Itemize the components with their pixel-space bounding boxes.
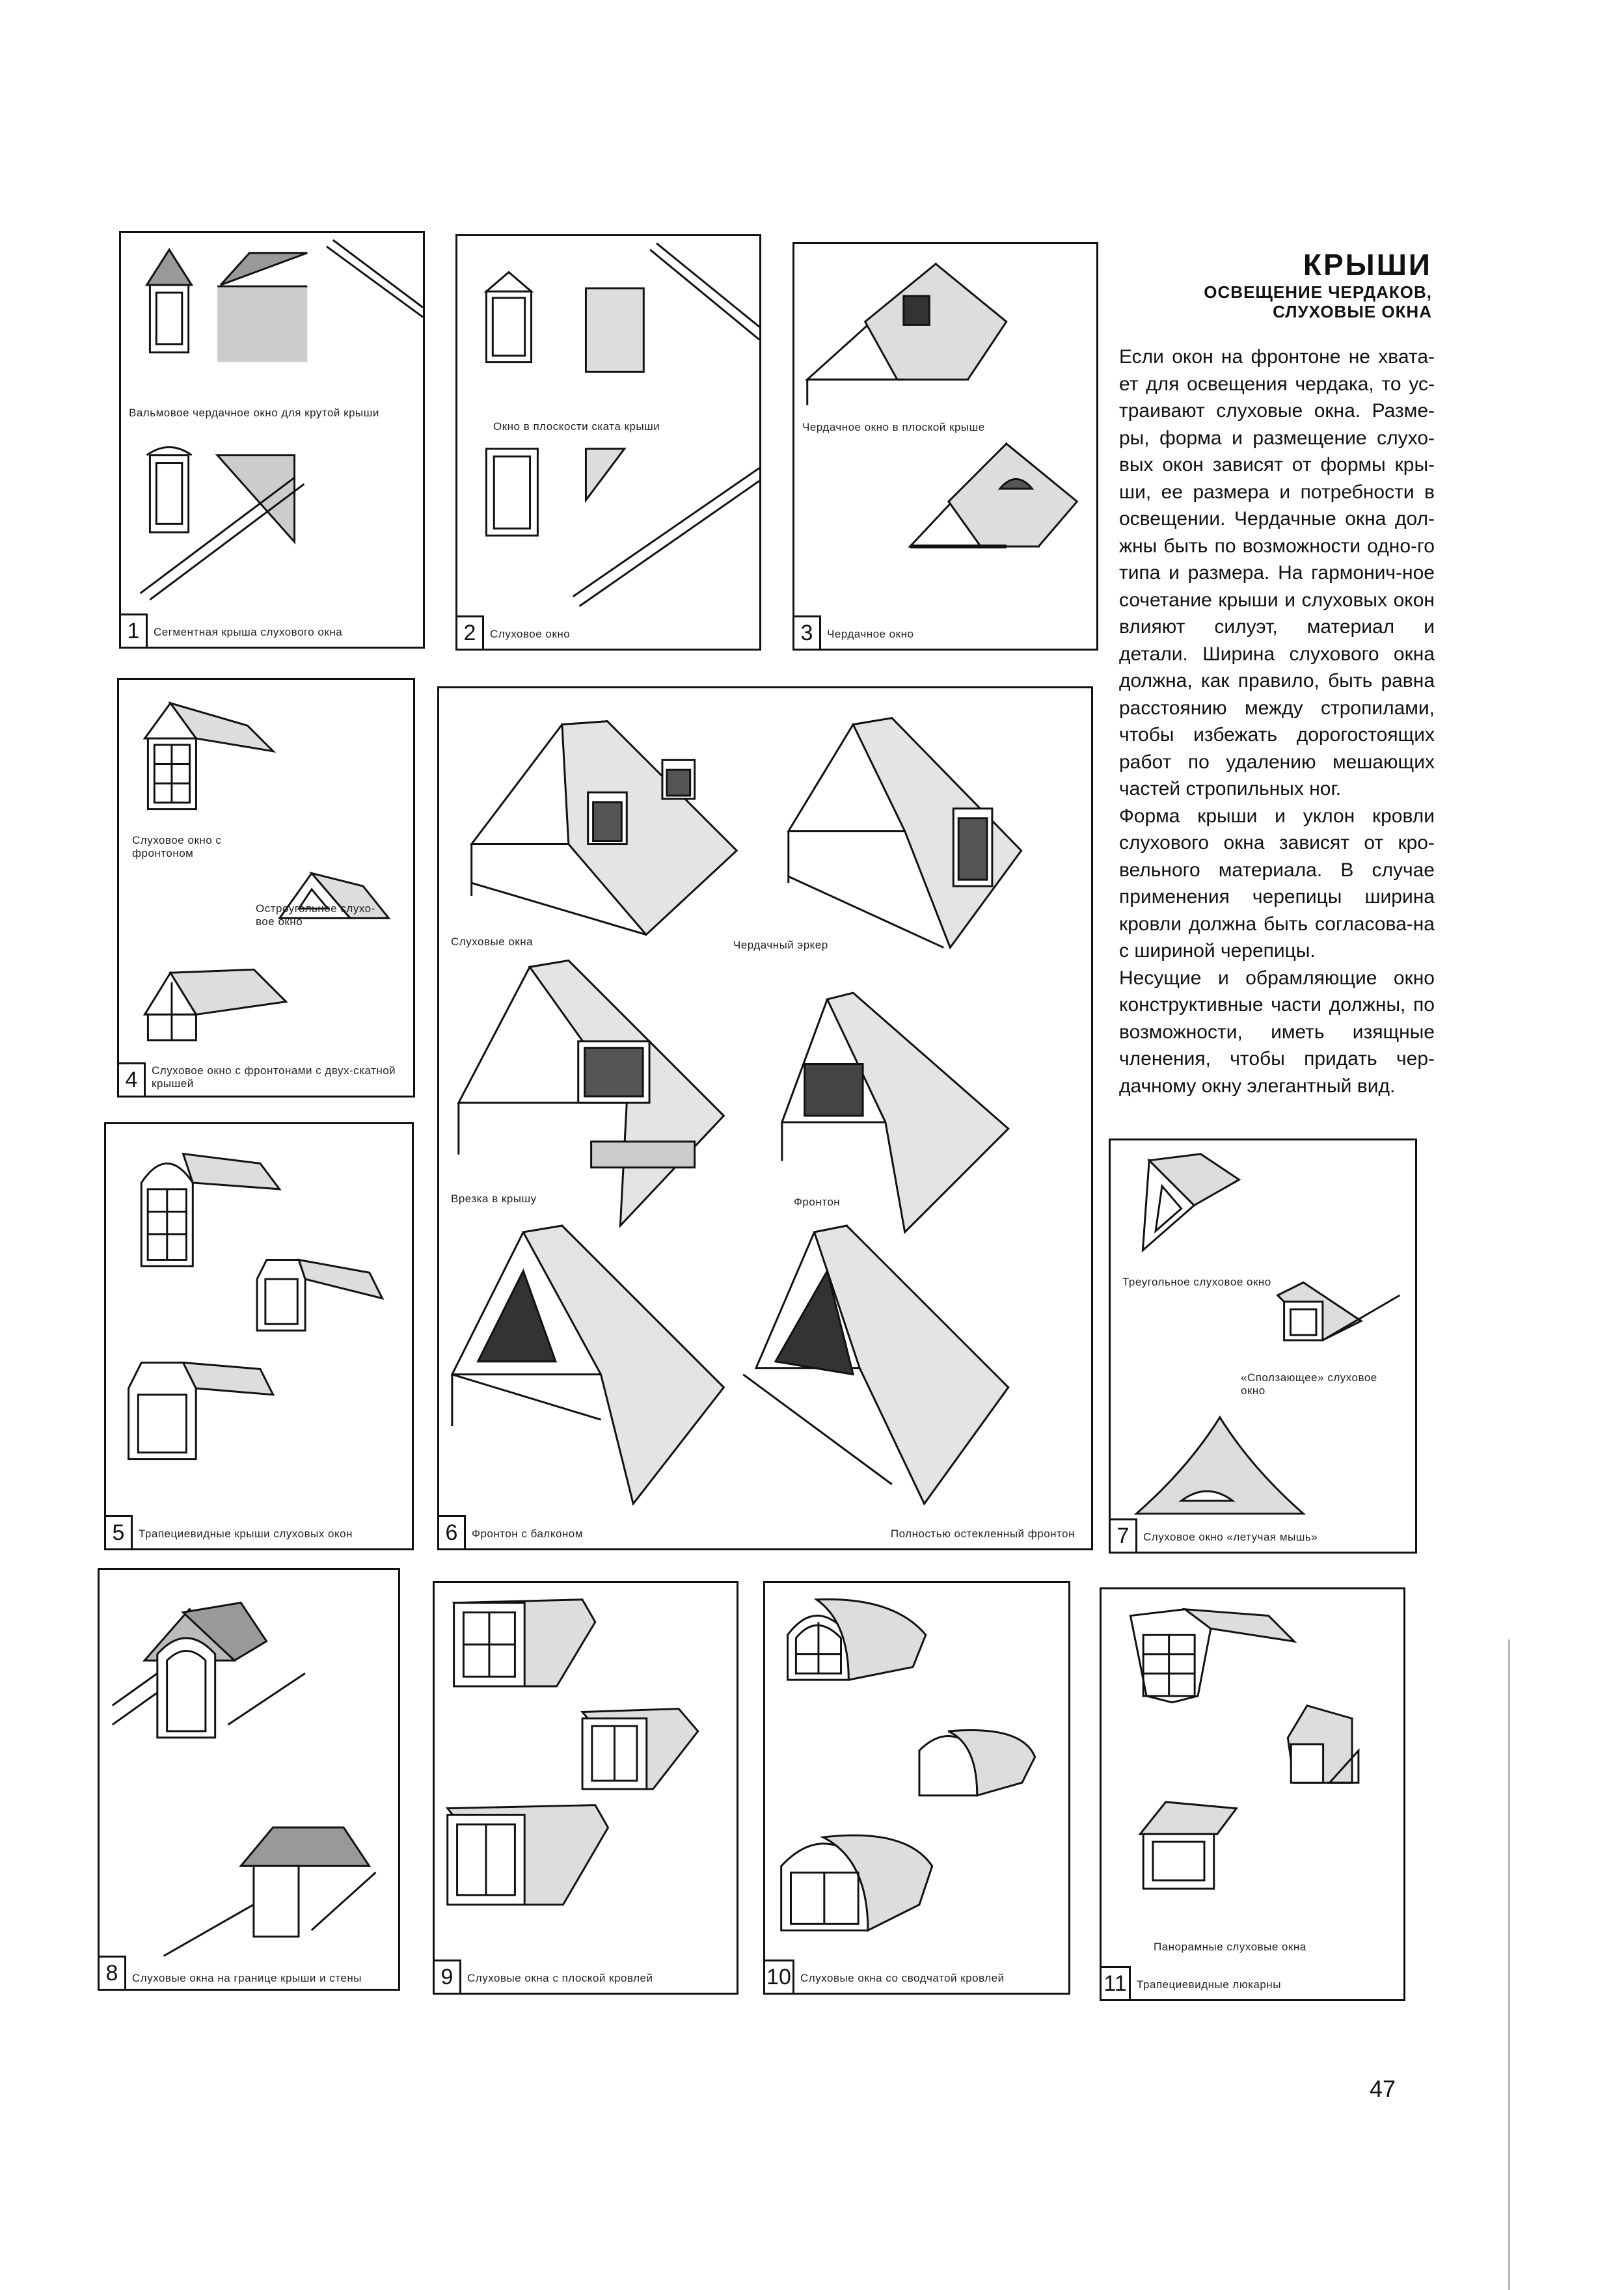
figure-10-drawing	[765, 1583, 1068, 1993]
figure-11	[1100, 1587, 1405, 2001]
figure-10-caption: Слуховые окна со сводчатой кровлей	[800, 1972, 1005, 1984]
figure-9-number: 9	[435, 1960, 461, 1993]
page-number: 47	[1370, 2075, 1396, 2102]
figure-3-drawing	[794, 244, 1096, 649]
figure-10	[763, 1581, 1070, 1995]
body-paragraph-2: Форма крыши и уклон кровли слухового окна зависят от кро-вельного материала. В случае применения черепицы ширина кровли должна быть согласова-на с шириной черепицы.	[1119, 805, 1435, 962]
section-heading	[1204, 247, 1432, 321]
figure-2-caption: Слуховое окно	[490, 628, 571, 640]
figure-9-drawing	[435, 1583, 737, 1993]
figure-8-drawing	[100, 1570, 398, 1989]
figure-6-label-c: Врезка в крышу	[451, 1192, 537, 1205]
figure-5-drawing	[106, 1124, 412, 1548]
figure-8	[98, 1568, 400, 1991]
figure-8-caption: Слуховые окна на границе крыши и стены	[132, 1972, 362, 1984]
section-subtitle-1: ОСВЕЩЕНИЕ ЧЕРДАКОВ,	[1204, 282, 1432, 302]
figure-5	[104, 1122, 414, 1550]
figure-6-label-b: Чердачный эркер	[733, 939, 828, 951]
figure-6-label-a: Слуховые окна	[451, 936, 534, 948]
figure-4-caption: Слуховое окно с фронтонами с двух-скатной крышей	[152, 1064, 396, 1090]
figure-5-caption: Трапециевидные крыши слуховых окон	[139, 1528, 353, 1540]
figure-6-drawing	[439, 688, 1091, 1548]
figure-4-label-a: Слуховое окно с фронтоном	[132, 834, 222, 859]
figure-2	[455, 234, 761, 651]
figure-5-number: 5	[106, 1515, 133, 1548]
figure-11-drawing	[1102, 1589, 1403, 1999]
figure-2-number: 2	[457, 615, 484, 649]
figure-4	[117, 678, 415, 1098]
figure-3-caption: Чердачное окно	[827, 628, 914, 640]
figure-6	[437, 686, 1093, 1550]
body-paragraph-3: Несущие и обрамляющие окно конструктивные части должны, по возможности, иметь изящные членения, чтобы придать чер-дачному окну элегантный вид.	[1119, 967, 1435, 1097]
figure-2-label-a: Окно в плоскости ската крыши	[493, 420, 660, 433]
figure-1-drawing	[121, 233, 423, 647]
figure-3-label-a: Чердачное окно в плоской крыше	[802, 421, 985, 433]
figure-9	[433, 1581, 738, 1995]
figure-7-drawing	[1111, 1140, 1415, 1552]
figure-1-number: 1	[121, 613, 148, 647]
figure-3	[792, 242, 1098, 651]
figure-7-caption: Слуховое окно «летучая мышь»	[1143, 1531, 1318, 1543]
margin-mark	[1508, 1639, 1510, 2290]
figure-10-number: 10	[765, 1960, 794, 1993]
figure-1-label-a: Вальмовое чердачное окно для крутой крыши	[129, 407, 379, 419]
body-text	[1119, 344, 1435, 1099]
body-paragraph-1: Если окон на фронтоне не хвата-ет для освещения чердака, то ус-траивают слуховые окна. Разме-ры, форма и размещение слухо-вых окон зависят от формы кры-ши, ее размера и потребности в освещении. Чердачные окна дол-жны быть по возможности одно-го типа и размера. На гармонич-ное сочетание крыши и слуховых окон влияют силуэт, материал и детали. Ширина слухового окна должна, как правило, быть равна расстоянию между стропилами, чтобы избежать дорогостоящих работ по удалению мешающих частей стропильных ног.	[1119, 346, 1435, 800]
figure-7	[1109, 1138, 1417, 1554]
figure-6-number: 6	[439, 1515, 466, 1548]
figure-1	[119, 231, 425, 649]
figure-9-caption: Слуховые окна с плоской кровлей	[467, 1972, 653, 1984]
figure-11-number: 11	[1102, 1966, 1131, 1999]
figure-7-label-b: «Сползающее» слуховое окно	[1241, 1371, 1377, 1397]
figure-11-label-a: Панорамные слуховые окна	[1154, 1941, 1306, 1953]
figure-6-caption-right: Полностью остекленный фронтон	[890, 1528, 1075, 1540]
figure-7-label-a: Треугольное слуховое окно	[1122, 1276, 1271, 1288]
figure-7-number: 7	[1111, 1518, 1137, 1552]
figure-6-label-d: Фронтон	[794, 1196, 841, 1208]
figure-6-caption: Фронтон с балконом	[472, 1528, 583, 1540]
figure-11-caption: Трапециевидные люкарны	[1137, 1978, 1281, 1991]
section-subtitle-2: СЛУХОВЫЕ ОКНА	[1273, 302, 1432, 321]
figure-2-drawing	[457, 236, 759, 649]
figure-3-number: 3	[794, 615, 821, 649]
section-title: КРЫШИ	[1303, 248, 1432, 282]
figure-4-label-b: Остроугольное слухо-вое окно	[256, 902, 375, 928]
figure-4-number: 4	[119, 1062, 146, 1096]
figure-4-drawing	[119, 680, 413, 1096]
figure-8-number: 8	[100, 1956, 126, 1989]
figure-1-caption: Сегментная крыша слухового окна	[154, 626, 343, 638]
